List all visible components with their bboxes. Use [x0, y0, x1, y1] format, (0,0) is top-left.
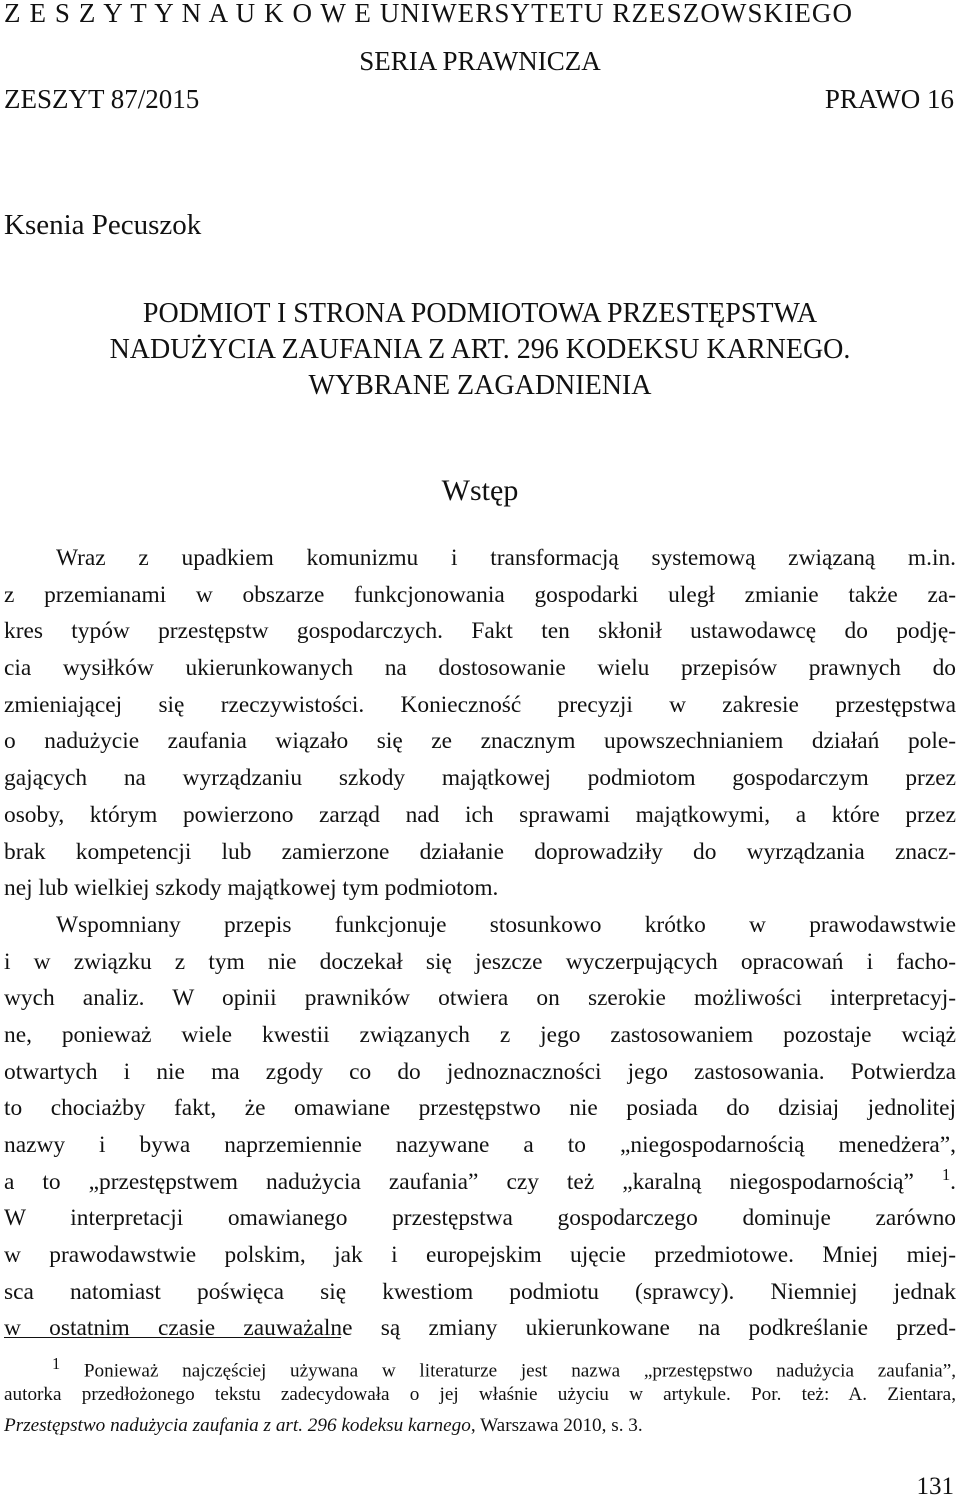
- body-line: wych analiz. W opinii prawników otwiera on szerokie możliwości interpretacyj-: [4, 985, 956, 1012]
- body-line: otwartych i nie ma zgody co do jednoznaczności jego zastosowania. Potwierdza: [4, 1058, 956, 1085]
- footnote-marker: 1: [52, 1354, 61, 1373]
- body-line: brak kompetencji lub zamierzone działanie doprowadziły do wyrządzania znacz-: [4, 838, 956, 865]
- body-line: zmieniającej się rzeczywistości. Konieczność precyzji w zakresie przestępstwa: [4, 691, 956, 718]
- cited-work-title: Przestępstwo nadużycia zaufania z art. 296 kodeksu karnego: [4, 1415, 471, 1436]
- footnote-line: [4, 1348, 957, 1382]
- footnote-divider: [4, 1337, 341, 1338]
- body-line: cia wysiłków ukierunkowanych na dostosowanie wielu przepisów prawnych do: [4, 655, 956, 682]
- body-line: z przemianami w obszarze funkcjonowania gospodarki uległ zmianie także za-: [4, 581, 956, 608]
- footnote-line: autorka przedłożonego tekstu zadecydowała o jej właśnie użyciu w artykule. Por. też: A. Zientara,: [4, 1384, 956, 1405]
- title-line: PODMIOT I STRONA PODMIOTOWA PRZESTĘPSTWA: [142, 298, 818, 329]
- article-body: [4, 540, 956, 1347]
- footnote-reference[interactable]: 1: [941, 1164, 951, 1184]
- title-line: NADUŻYCIA ZAUFANIA Z ART. 296 KODEKSU KARNEGO.: [109, 334, 851, 365]
- body-line: o nadużycie zaufania wiązało się ze znacznym upowszechnianiem działań pole-: [4, 728, 956, 755]
- body-line: kres typów przestępstw gospodarczych. Fakt ten skłonił ustawodawcę do podję-: [4, 618, 956, 645]
- journal-name: Z E S Z Y T Y N A U K O W E UNIWERSYTETU RZESZOWSKIEGO: [4, 0, 854, 28]
- title-line: WYBRANE ZAGADNIENIA: [308, 370, 652, 401]
- section-heading: Wstęp: [441, 474, 519, 507]
- body-line: osoby, którym powierzono zarząd nad ich sprawami majątkowymi, a które przez: [4, 801, 956, 828]
- series-name: SERIA PRAWNICZA: [359, 46, 601, 76]
- author-name: Ksenia Pecuszok: [4, 209, 202, 241]
- footnote: [4, 1348, 956, 1441]
- footnote-ref-punct: .: [950, 1168, 956, 1195]
- page-number: 131: [916, 1473, 954, 1500]
- body-line: i w związku z tym nie doczekał się jeszcze wyczerpujących opracowań i facho-: [4, 948, 956, 975]
- body-line: sca natomiast poświęca się kwestiom podmiotu (sprawcy). Niemniej jednak: [4, 1278, 956, 1305]
- citation-details: , Warszawa 2010, s. 3.: [470, 1415, 643, 1436]
- issue-number: ZESZYT 87/2015: [4, 84, 200, 114]
- body-line: ne, ponieważ wiele kwestii związanych z jego zastosowaniem pozostaje wciąż: [4, 1021, 956, 1048]
- body-line: w prawodawstwie polskim, jak i europejskim ujęcie przedmiotowe. Mniej miej-: [4, 1242, 956, 1269]
- footnote-line: [4, 1410, 956, 1441]
- body-line: nej lub wielkiej szkody majątkowej tym podmiotom.: [4, 875, 499, 902]
- law-volume: PRAWO 16: [824, 84, 954, 114]
- footnote-text: Ponieważ najczęściej używana w literaturze jest nazwa „przestępstwo nadużycia zaufania”,: [83, 1360, 957, 1382]
- body-line: w ostatnim czasie zauważalne są zmiany ukierunkowane na podkreślanie przed-: [4, 1315, 956, 1342]
- body-line: nazwy i bywa naprzemiennie nazywane a to „niegospodarnością menedżera”,: [4, 1132, 956, 1158]
- body-line: Wspomniany przepis funkcjonuje stosunkowo krótko w prawodawstwie: [56, 911, 956, 938]
- body-line-with-footnote-ref: [4, 1164, 956, 1201]
- body-line: Wraz z upadkiem komunizmu i transformacją systemową związaną m.in.: [56, 545, 956, 571]
- body-line: gających na wyrządzaniu szkody majątkowej podmiotom gospodarczym przez: [4, 765, 956, 792]
- body-line-text: a to „przestępstwem nadużycia zaufania” czy też „karalną niegospodarnością”: [4, 1168, 914, 1195]
- body-line: to chociażby fakt, że omawiane przestępstwo nie posiada do dzisiaj jednolitej: [4, 1095, 956, 1122]
- body-line: W interpretacji omawianego przestępstwa gospodarczego dominuje zarówno: [4, 1205, 956, 1232]
- article-title: [0, 296, 960, 404]
